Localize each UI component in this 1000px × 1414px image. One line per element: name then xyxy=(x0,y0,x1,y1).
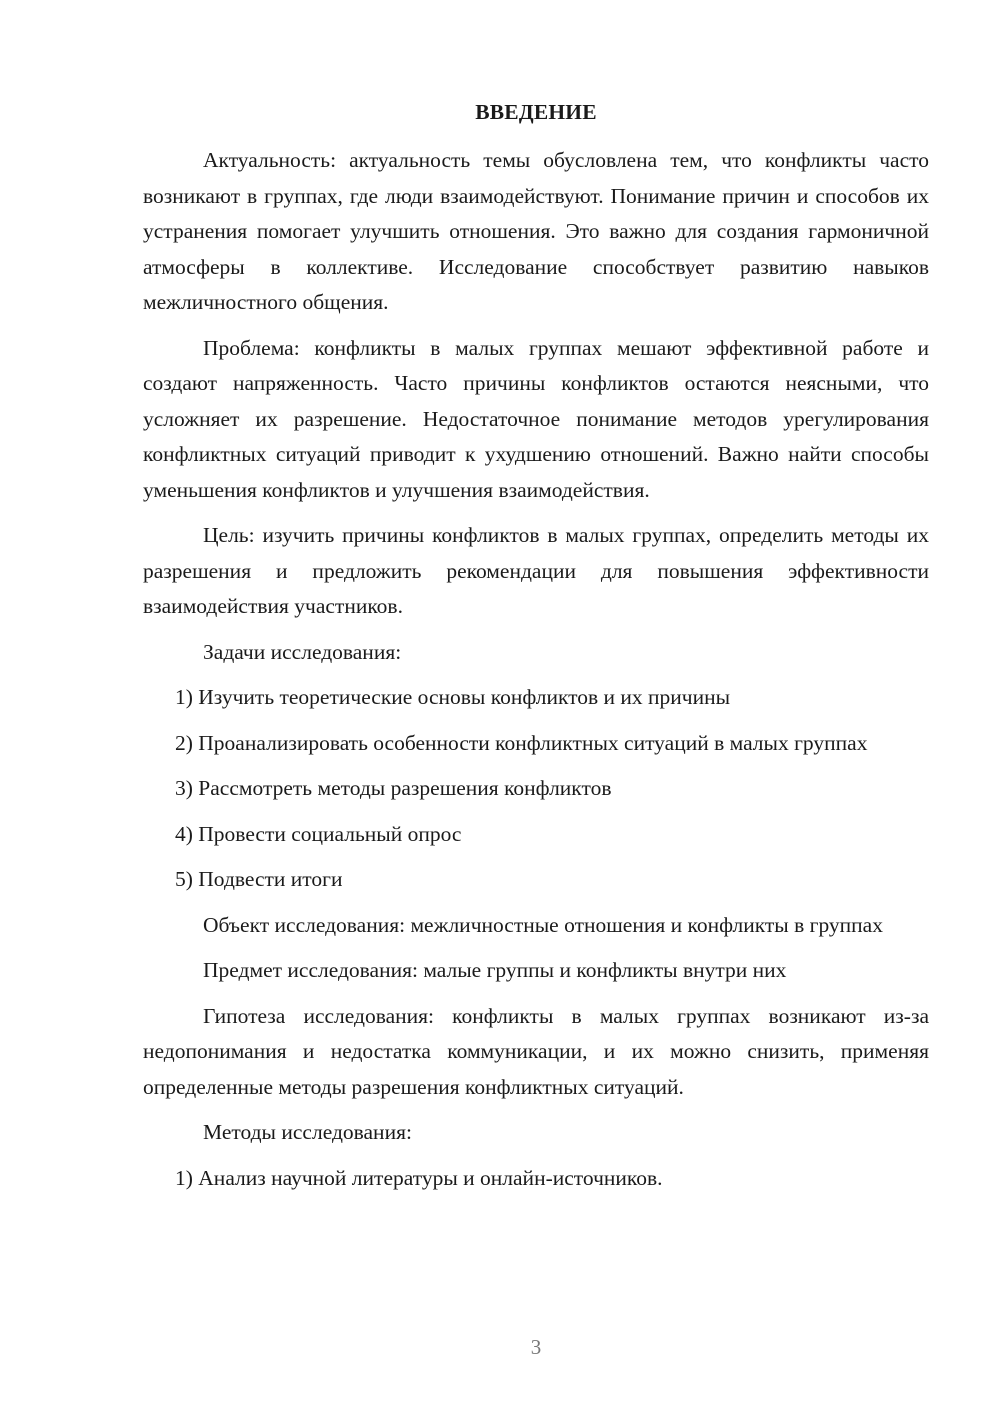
section-title: ВВЕДЕНИЕ xyxy=(475,100,597,124)
task-item-2: 2) Проанализировать особенности конфликтных ситуаций в малых группах xyxy=(175,730,868,755)
task-item-1: 1) Изучить теоретические основы конфликтов и их причины xyxy=(175,685,731,709)
methods-heading: Методы исследования: xyxy=(203,1120,412,1144)
problem-paragraph: Проблема: конфликты в малых группах мешают эффективной работе и создают напряженность. Часто причины конфликтов остаются неясными, что усложняет их разрешение. Недостаточное понимание методов урегулирования конфликтных ситуаций приводит к ухудшению отношений. Важно найти способы уменьшения конфликтов и улучшения взаимодействия. xyxy=(143,335,929,502)
object-paragraph: Объект исследования: межличностные отношения и конфликты в группах xyxy=(203,912,883,937)
subject-paragraph: Предмет исследования: малые группы и конфликты внутри них xyxy=(203,958,787,982)
method-item-1: 1) Анализ научной литературы и онлайн-источников. xyxy=(175,1165,663,1190)
relevance-paragraph: Актуальность: актуальность темы обусловлена тем, что конфликты часто возникают в группах, где люди взаимодействуют. Понимание причин и способов их устранения помогает улучшить отношения. Это важно для создания гармоничной атмосферы в коллективе. Исследование способствует развитию навыков межличностного общения. xyxy=(143,148,929,314)
tasks-heading: Задачи исследования: xyxy=(203,639,402,664)
task-item-4: 4) Провести социальный опрос xyxy=(175,821,462,846)
page-number: 3 xyxy=(530,1335,542,1359)
goal-paragraph: Цель: изучить причины конфликтов в малых группах, определить методы их разрешения и предложить рекомендации для повышения эффективности взаимодействия участников. xyxy=(143,523,929,618)
hypothesis-paragraph: Гипотеза исследования: конфликты в малых группах возникают из-за недопонимания и недостатка коммуникации, и их можно снизить, применяя определенные методы разрешения конфликтных ситуаций. xyxy=(143,1003,929,1099)
document-body xyxy=(143,143,929,1206)
task-item-3: 3) Рассмотреть методы разрешения конфликтов xyxy=(175,776,612,800)
task-item-5: 5) Подвести итоги xyxy=(175,867,343,891)
